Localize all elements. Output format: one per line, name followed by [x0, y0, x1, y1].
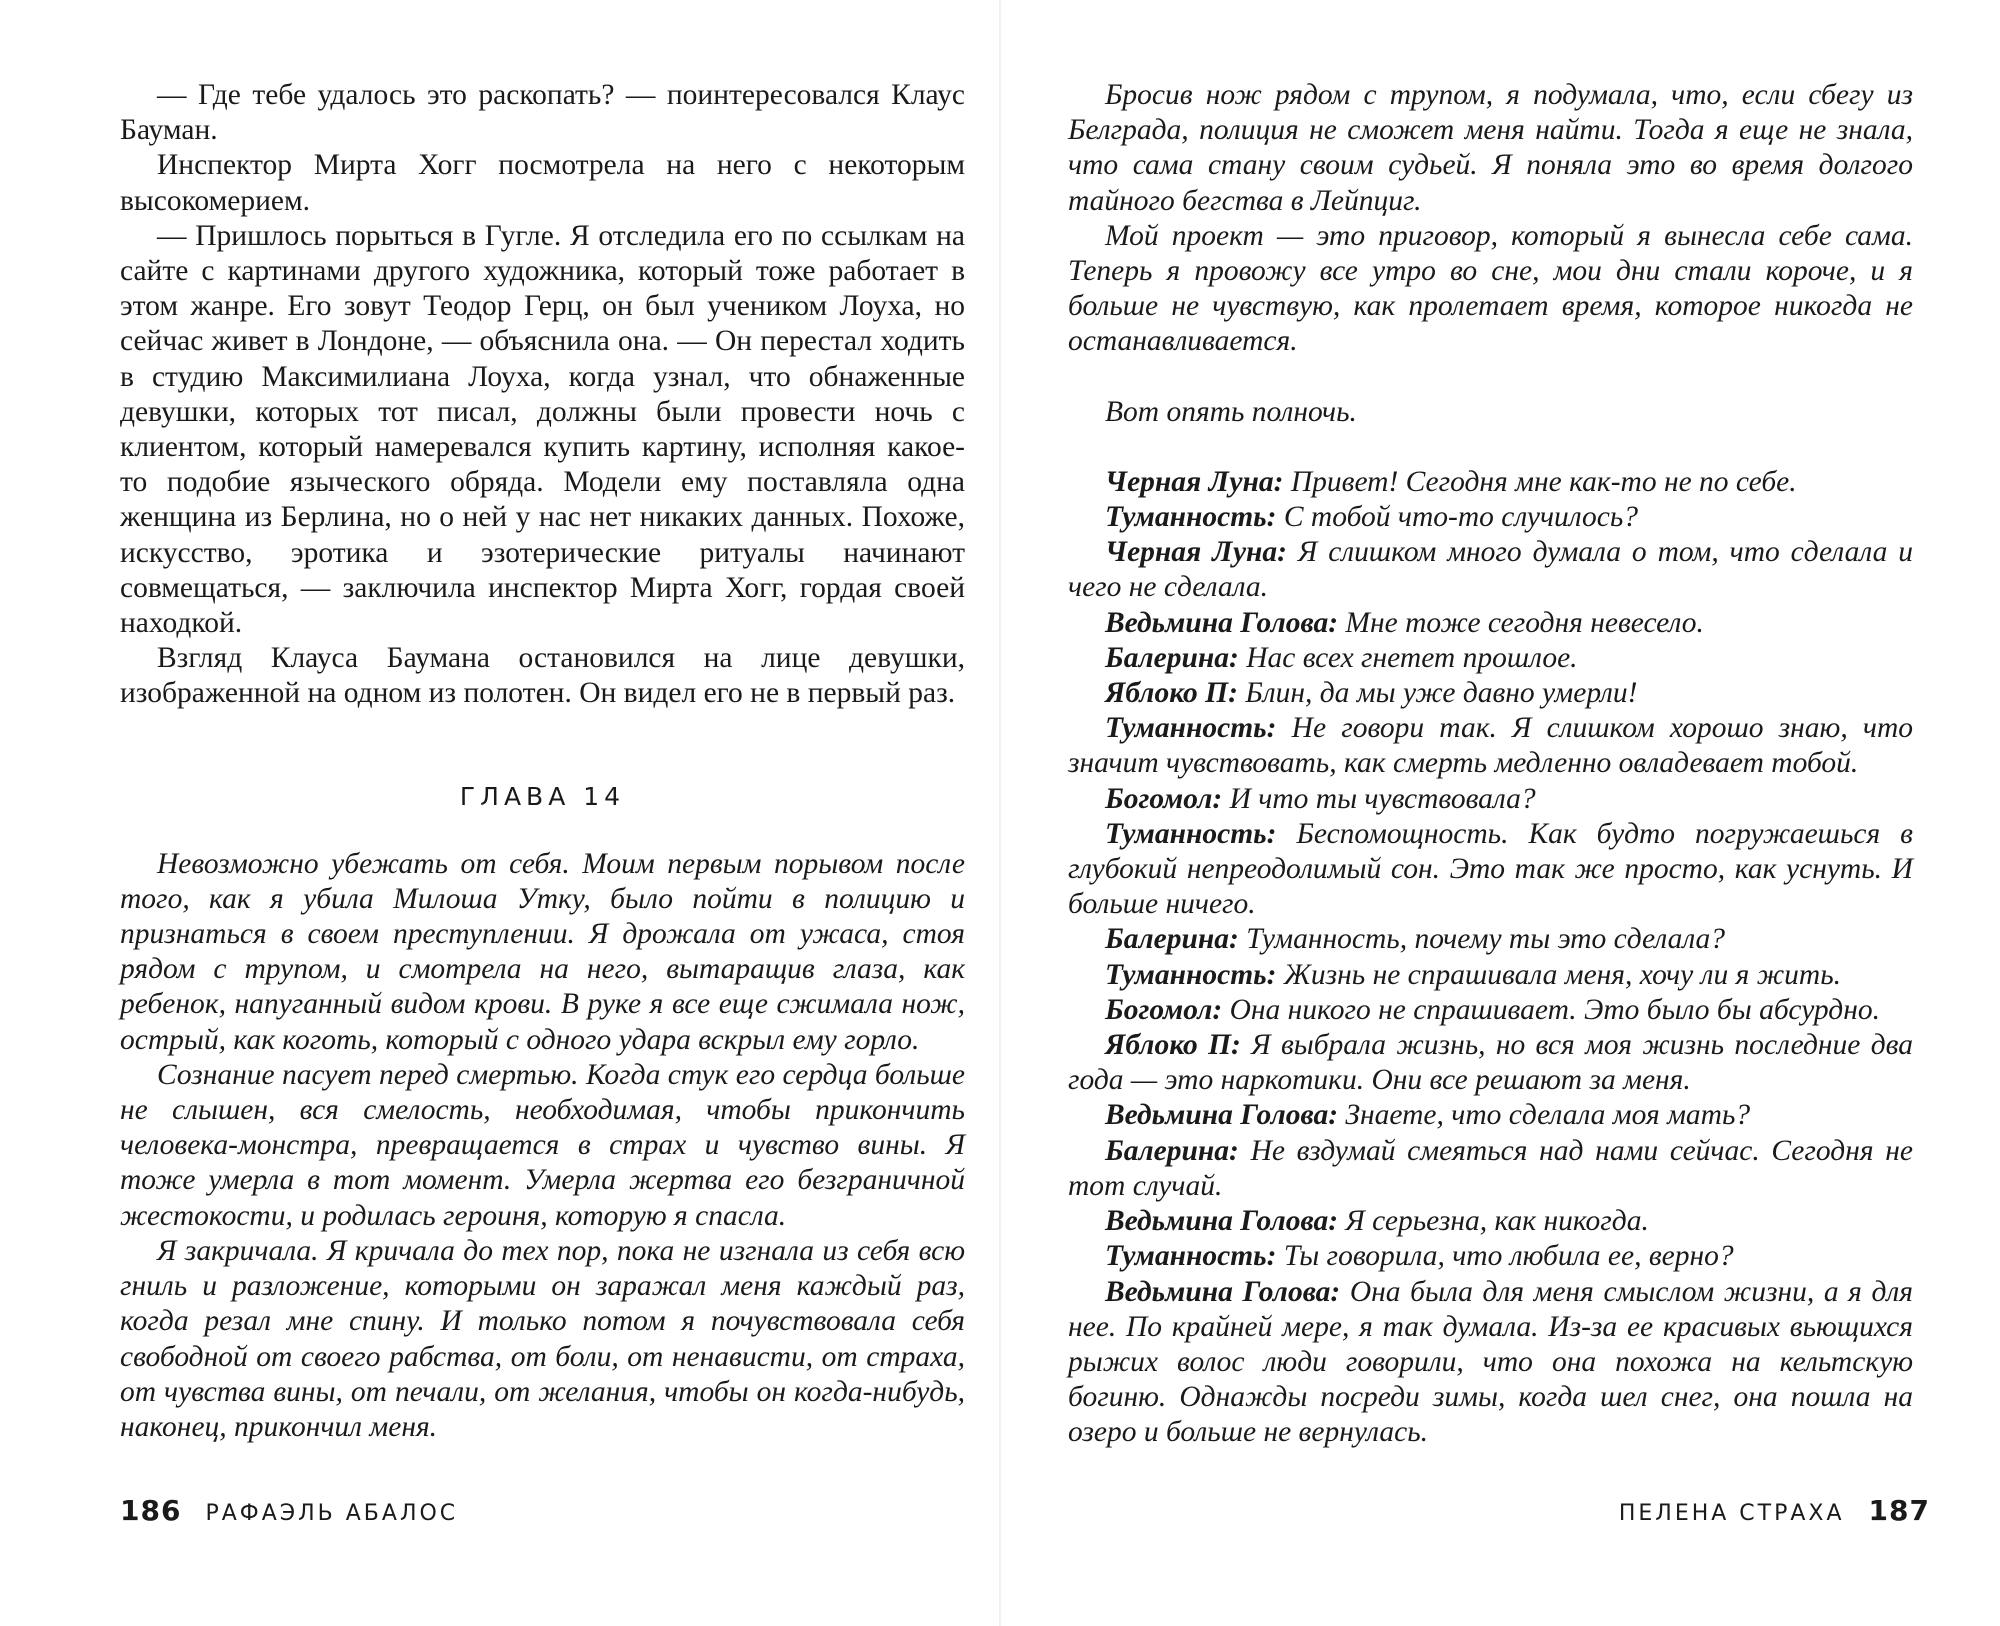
- left-page-footer: [120, 1494, 458, 1527]
- paragraph: Бросив нож рядом с трупом, я подумала, что, если сбегу из Белграда, полиция не сможет меня найти. Тогда я еще не знала, что сама стану своим судьей. Я поняла это во время долгого тайного бегства в Лейпциг.: [1068, 79, 1913, 217]
- chat-line: [1068, 465, 1913, 500]
- chat-text: Жизнь не спрашивала меня, хочу ли я жить.: [1276, 958, 1842, 991]
- chat-line: [1068, 1134, 1913, 1204]
- chat-line: [1068, 1204, 1913, 1239]
- chat-text: Ты говорила, что любила ее, верно?: [1276, 1240, 1734, 1273]
- chat-speaker: Ведьмина Голова:: [1105, 1099, 1339, 1132]
- chat-line: [1068, 1098, 1913, 1133]
- chat-text: Знаете, что сделала моя мать?: [1338, 1099, 1751, 1132]
- chat-speaker: Богомол:: [1105, 782, 1223, 815]
- chat-speaker: Туманность:: [1105, 817, 1277, 850]
- chat-text: Она никого не спрашивает. Это было бы абсурдно.: [1222, 993, 1880, 1026]
- chat-speaker: Туманность:: [1105, 1240, 1277, 1273]
- left-text-column: [120, 78, 965, 1445]
- chat-line: [1068, 922, 1913, 957]
- chapter-paragraph: Невозможно убежать от себя. Моим первым порывом после того, как я убила Милоша Утку, было пойти в полицию и признаться в своем преступлении. Я дрожала от ужаса, стоя рядом с трупом, и смотрела на него, вытаращив глаза, как ребенок, напуганный видом крови. В руке я все еще сжимала нож, острый, как коготь, который с одного удара вскрыл ему горло.: [120, 847, 965, 1056]
- paragraph: — Где тебе удалось это раскопать? — поинтересовался Клаус Бауман.: [120, 79, 965, 147]
- paragraph: Мой проект — это приговор, который я вынесла себе сама. Теперь я провожу все утро во сне, мои дни стали короче, и я больше не чувствую, как пролетает время, которое никогда не останавливается.: [1068, 219, 1913, 358]
- chat-text: Беспомощность. Как будто погружаешься в глубокий непреодолимый сон. Это так же просто, как уснуть. И больше ничего.: [1068, 817, 1913, 921]
- chat-speaker: Туманность:: [1105, 501, 1277, 534]
- chat-line: [1068, 1028, 1913, 1098]
- spacer: [1068, 360, 1913, 395]
- chat-text: Мне тоже сегодня невесело.: [1338, 606, 1704, 639]
- paragraph: — Пришлось порыться в Гугле. Я отследила его по ссылкам на сайте с картинами другого художника, который тоже работает в этом жанре. Его зовут Теодор Герц, он был учеником Лоуха, но сейчас живет в Лондоне, — объяснила она. — Он перестал ходить в студию Максимилиана Лоуха, когда узнал, что обнаженные девушки, которых тот писал, должны были провести ночь с клиентом, который намеревался купить картину, исполняя какое-то подобие языческого обряда. Модели ему поставляла одна женщина из Берлина, но о ней у нас нет никаких данных. Похоже, искусство, эротика и эзотерические ритуалы начинают совмещаться, — заключила инспектор Мирта Хогг, гордая своей находкой.: [120, 219, 965, 640]
- chat-line: [1068, 500, 1913, 535]
- chapter-paragraph: Сознание пасует перед смертью. Когда стук его сердца больше не слышен, вся смелость, необходимая, чтобы прикончить человека-монстра, превращается в страх и чувство вины. Я тоже умерла в тот момент. Умерла жертва его безграничной жестокости, и родилась героиня, которую я спасла.: [120, 1058, 965, 1232]
- page-number: 187: [1868, 1494, 1930, 1527]
- chat-text: С тобой что-то случилось?: [1276, 501, 1639, 534]
- chat-text: Не говори так. Я слишком хорошо знаю, что значит чувствовать, как смерть медленно овладевает тобой.: [1068, 712, 1913, 780]
- chat-line: [1068, 782, 1913, 817]
- chat-speaker: Балерина:: [1105, 923, 1239, 956]
- chat-text: Нас всех гнетет прошлое.: [1238, 641, 1578, 674]
- chat-text: Не вздумай смеяться над нами сейчас. Сегодня не тот случай.: [1068, 1134, 1913, 1202]
- chat-speaker: Богомол:: [1105, 993, 1223, 1026]
- chat-speaker: Балерина:: [1105, 1134, 1239, 1167]
- chat-speaker: Яблоко П:: [1105, 677, 1238, 710]
- chat-speaker: Туманность:: [1105, 958, 1277, 991]
- chat-line: [1068, 535, 1913, 605]
- paragraph: Взгляд Клауса Баумана остановился на лице девушки, изображенной на одном из полотен. Он видел его не в первый раз.: [120, 642, 965, 710]
- spacer: [1068, 430, 1913, 465]
- chat-line: [1068, 641, 1913, 676]
- chat-text: Туманность, почему ты это сделала?: [1238, 923, 1726, 956]
- chat-line: [1068, 1275, 1913, 1451]
- running-head: РАФАЭЛЬ АБАЛОС: [205, 1501, 459, 1526]
- chat-speaker: Черная Луна:: [1105, 465, 1284, 498]
- midnight-line: Вот опять полночь.: [1105, 395, 1357, 428]
- chat-speaker: Туманность:: [1105, 712, 1277, 745]
- chat-text: Я выбрала жизнь, но вся моя жизнь последние два года — это наркотики. Они все решают за меня.: [1068, 1029, 1913, 1097]
- running-head: ПЕЛЕНА СТРАХА: [1618, 1501, 1845, 1526]
- chat-text: И что ты чувствовала?: [1222, 782, 1536, 815]
- chat-line: [1068, 711, 1913, 781]
- right-text-column: [1068, 78, 1913, 1451]
- chat-speaker: Ведьмина Голова:: [1105, 606, 1339, 639]
- chapter-paragraph: Я закричала. Я кричала до тех пор, пока не изгнала из себя всю гниль и разложение, которыми он заражал меня каждый раз, когда резал мне спину. И только потом я почувствовала себя свободной от своего рабства, от боли, от ненависти, от страха, от чувства вины, от печали, от желания, чтобы он когда-нибудь, наконец, прикончил меня.: [120, 1234, 965, 1443]
- chat-speaker: Яблоко П:: [1105, 1029, 1241, 1062]
- right-page-footer: [1619, 1494, 1930, 1527]
- page-number: 186: [120, 1494, 182, 1527]
- chapter-heading: ГЛАВА 14: [459, 781, 626, 811]
- chat-log: [1068, 465, 1913, 1451]
- chat-line: [1068, 817, 1913, 923]
- chat-speaker: Балерина:: [1105, 641, 1239, 674]
- chat-line: [1068, 993, 1913, 1028]
- chat-line: [1068, 676, 1913, 711]
- chat-speaker: Ведьмина Голова:: [1105, 1205, 1339, 1238]
- chat-line: [1068, 958, 1913, 993]
- right-page: [1000, 0, 2000, 1626]
- chat-text: Блин, да мы уже давно умерли!: [1237, 677, 1638, 710]
- chat-text: Привет! Сегодня мне как-то не по себе.: [1283, 465, 1797, 498]
- chat-line: [1068, 1239, 1913, 1274]
- paragraph: Инспектор Мирта Хогг посмотрела на него с некоторым высокомерием.: [120, 149, 965, 217]
- chat-speaker: Черная Луна:: [1105, 536, 1287, 569]
- chat-text: Она была для меня смыслом жизни, а я для нее. По крайней мере, я так думала. Из-за ее красивых вьющихся рыжих волос люди говорили, что она похожа на кельтскую богиню. Однажды посреди зимы, когда шел снег, она пошла на озеро и больше не вернулась.: [1068, 1275, 1913, 1449]
- chat-text: Я слишком много думала о том, что сделала и чего не сделала.: [1068, 536, 1913, 604]
- chat-line: [1068, 606, 1913, 641]
- chat-speaker: Ведьмина Голова:: [1105, 1275, 1341, 1308]
- chat-text: Я серьезна, как никогда.: [1338, 1205, 1649, 1238]
